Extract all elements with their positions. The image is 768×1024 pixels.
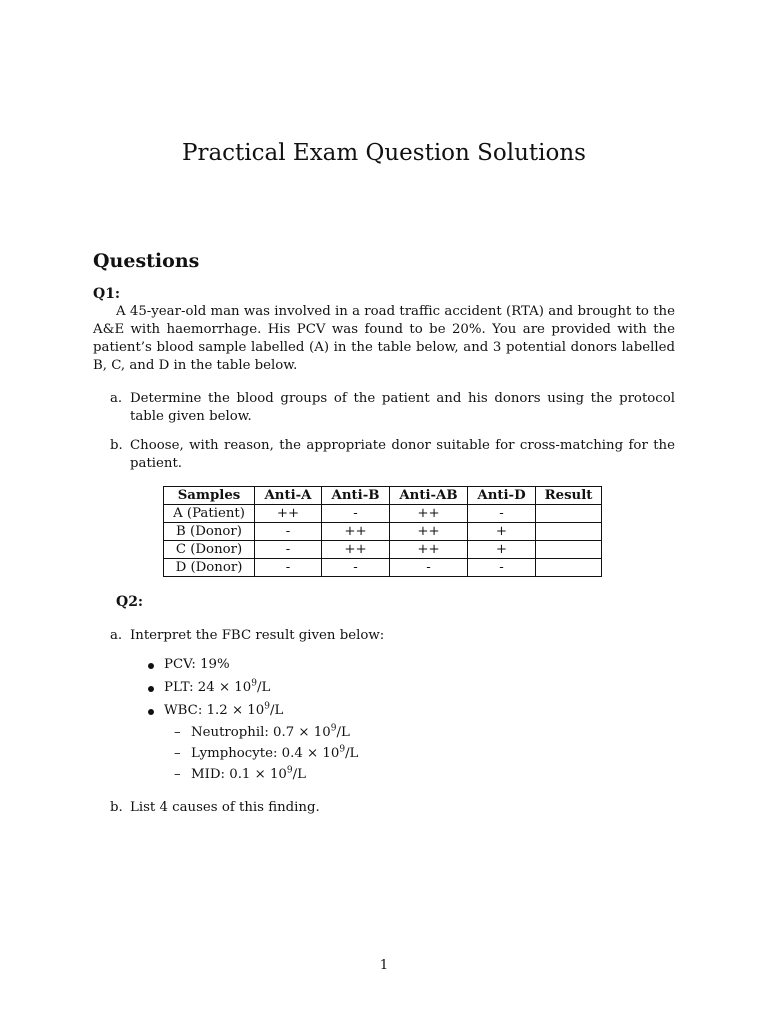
q1-item-b-text: Choose, with reason, the appropriate donor suitable for cross-matching for the patient. <box>130 438 675 471</box>
q2-item-a-marker: a. <box>110 628 123 643</box>
table-row <box>164 541 602 559</box>
table-cell: - <box>468 559 536 577</box>
table-header-row <box>164 487 602 505</box>
q1-item-a-marker: a. <box>110 391 123 406</box>
table-cell: A (Patient) <box>164 505 255 523</box>
pcv-value: PCV: 19% <box>164 657 230 672</box>
table-cell: + <box>468 523 536 541</box>
table-row <box>164 523 602 541</box>
table-header-cell: Anti-A <box>255 487 322 505</box>
table-cell: C (Donor) <box>164 541 255 559</box>
mid-value: MID: $0.1 \times 10^9/L$ <box>191 765 306 782</box>
bullet-dot-icon <box>148 709 154 715</box>
lymphocyte-value: Lymphocyte: $0.4 \times 10^9/L$ <box>191 744 359 761</box>
q2-item-b-text: List 4 causes of this finding. <box>130 800 320 815</box>
page-number: 1 <box>379 958 389 973</box>
table-cell: - <box>468 505 536 523</box>
table-header-cell: Samples <box>164 487 255 505</box>
bullet-dot-icon <box>148 686 154 692</box>
table-cell: - <box>255 559 322 577</box>
plt-value: PLT: $24 \times 10^9/L$ <box>164 678 271 695</box>
q1-item-b <box>110 437 675 473</box>
q2-item-a <box>110 627 675 645</box>
page-title: Practical Exam Question Solutions <box>181 140 586 166</box>
q1-label: Q1: <box>93 286 121 302</box>
q1-item-b-marker: b. <box>110 438 123 453</box>
table-cell <box>536 541 602 559</box>
table-cell <box>536 559 602 577</box>
table-row <box>164 505 602 523</box>
table-cell: - <box>255 541 322 559</box>
dash-icon: – <box>174 746 181 761</box>
q2-item-b <box>110 799 675 817</box>
q1-paragraph: A 45-year-old man was involved in a road traffic accident (RTA) and brought to the A&E with haemorrhage. His PCV was found to be 20%. You are provided with the patient’s blood sample labelled (A) in the table below, and 3 potential donors labelled B, C, and D in the table below. <box>93 304 675 373</box>
q1-item-a <box>110 390 675 426</box>
dash-icon: – <box>174 767 181 782</box>
table-header-cell: Anti-AB <box>390 487 468 505</box>
table-cell: + <box>468 541 536 559</box>
bullet-dot-icon <box>148 663 154 669</box>
table-cell <box>536 505 602 523</box>
table-header-cell: Anti-D <box>468 487 536 505</box>
table-cell: - <box>322 559 390 577</box>
table-cell: ++ <box>322 541 390 559</box>
table-row <box>164 559 602 577</box>
wbc-value: WBC: $1.2 \times 10^9/L$ <box>164 701 284 718</box>
table-cell: ++ <box>322 523 390 541</box>
table-header-cell: Result <box>536 487 602 505</box>
table-header-cell: Anti-B <box>322 487 390 505</box>
table-cell: ++ <box>390 523 468 541</box>
table-cell: ++ <box>390 505 468 523</box>
table-cell: - <box>255 523 322 541</box>
table-cell: B (Donor) <box>164 523 255 541</box>
q2-item-b-marker: b. <box>110 800 123 815</box>
section-heading: Questions <box>93 250 200 272</box>
blood-group-table <box>163 486 602 577</box>
q2-label: Q2: <box>116 594 144 610</box>
q1-item-a-text: Determine the blood groups of the patient and his donors using the protocol table given below. <box>130 391 675 424</box>
q2-item-a-text: Interpret the FBC result given below: <box>130 628 385 643</box>
table-cell: - <box>390 559 468 577</box>
dash-icon: – <box>174 725 181 740</box>
table-cell: D (Donor) <box>164 559 255 577</box>
table-cell: ++ <box>255 505 322 523</box>
table-cell: - <box>322 505 390 523</box>
neutrophil-value: Neutrophil: $0.7 \times 10^9/L$ <box>191 723 350 740</box>
table-cell: ++ <box>390 541 468 559</box>
table-cell <box>536 523 602 541</box>
